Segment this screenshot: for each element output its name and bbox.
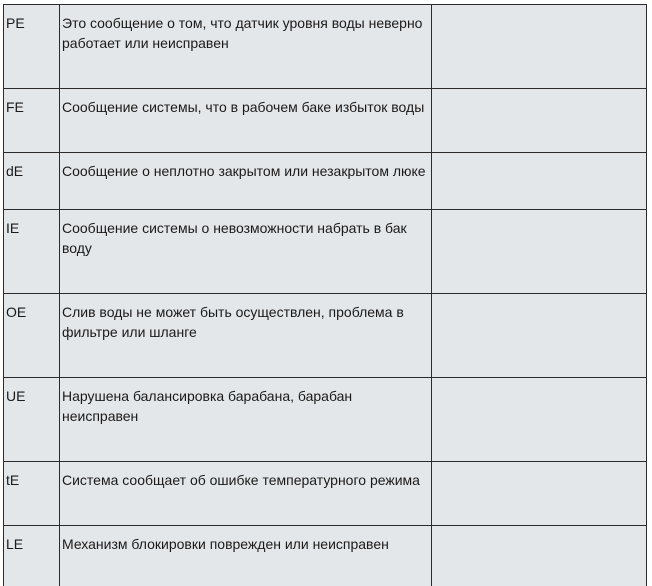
table-row [4, 210, 647, 294]
error-code-cell: PE [4, 5, 60, 89]
empty-cell [432, 526, 647, 586]
error-description-cell: Механизм блокировки поврежден или неисправен [60, 526, 432, 586]
error-description-cell: Это сообщение о том, что датчик уровня воды неверно работает или неисправен [60, 5, 432, 89]
empty-cell [432, 89, 647, 153]
error-description-cell: Сообщение системы, что в рабочем баке избыток воды [60, 89, 432, 153]
empty-cell [432, 294, 647, 378]
empty-cell [432, 378, 647, 462]
empty-cell [432, 210, 647, 294]
error-code-cell: OE [4, 294, 60, 378]
empty-cell [432, 5, 647, 89]
error-description-cell: Сообщение о неплотно закрытом или незакрытом люке [60, 153, 432, 210]
table-row [4, 89, 647, 153]
error-code-cell: LE [4, 526, 60, 586]
table-row [4, 378, 647, 462]
error-codes-table [3, 4, 647, 586]
table-row [4, 462, 647, 526]
error-code-cell: IE [4, 210, 60, 294]
empty-cell [432, 153, 647, 210]
error-code-cell: dE [4, 153, 60, 210]
error-description-cell: Нарушена балансировка барабана, барабан неисправен [60, 378, 432, 462]
error-description-cell: Сообщение системы о невозможности набрать в бак воду [60, 210, 432, 294]
error-code-cell: tE [4, 462, 60, 526]
table-row [4, 5, 647, 89]
table-row [4, 526, 647, 586]
error-description-cell: Слив воды не может быть осуществлен, проблема в фильтре или шланге [60, 294, 432, 378]
table-row [4, 153, 647, 210]
error-codes-table-wrapper [3, 4, 646, 586]
error-code-cell: FE [4, 89, 60, 153]
table-row [4, 294, 647, 378]
error-description-cell: Система сообщает об ошибке температурного режима [60, 462, 432, 526]
error-code-cell: UE [4, 378, 60, 462]
empty-cell [432, 462, 647, 526]
